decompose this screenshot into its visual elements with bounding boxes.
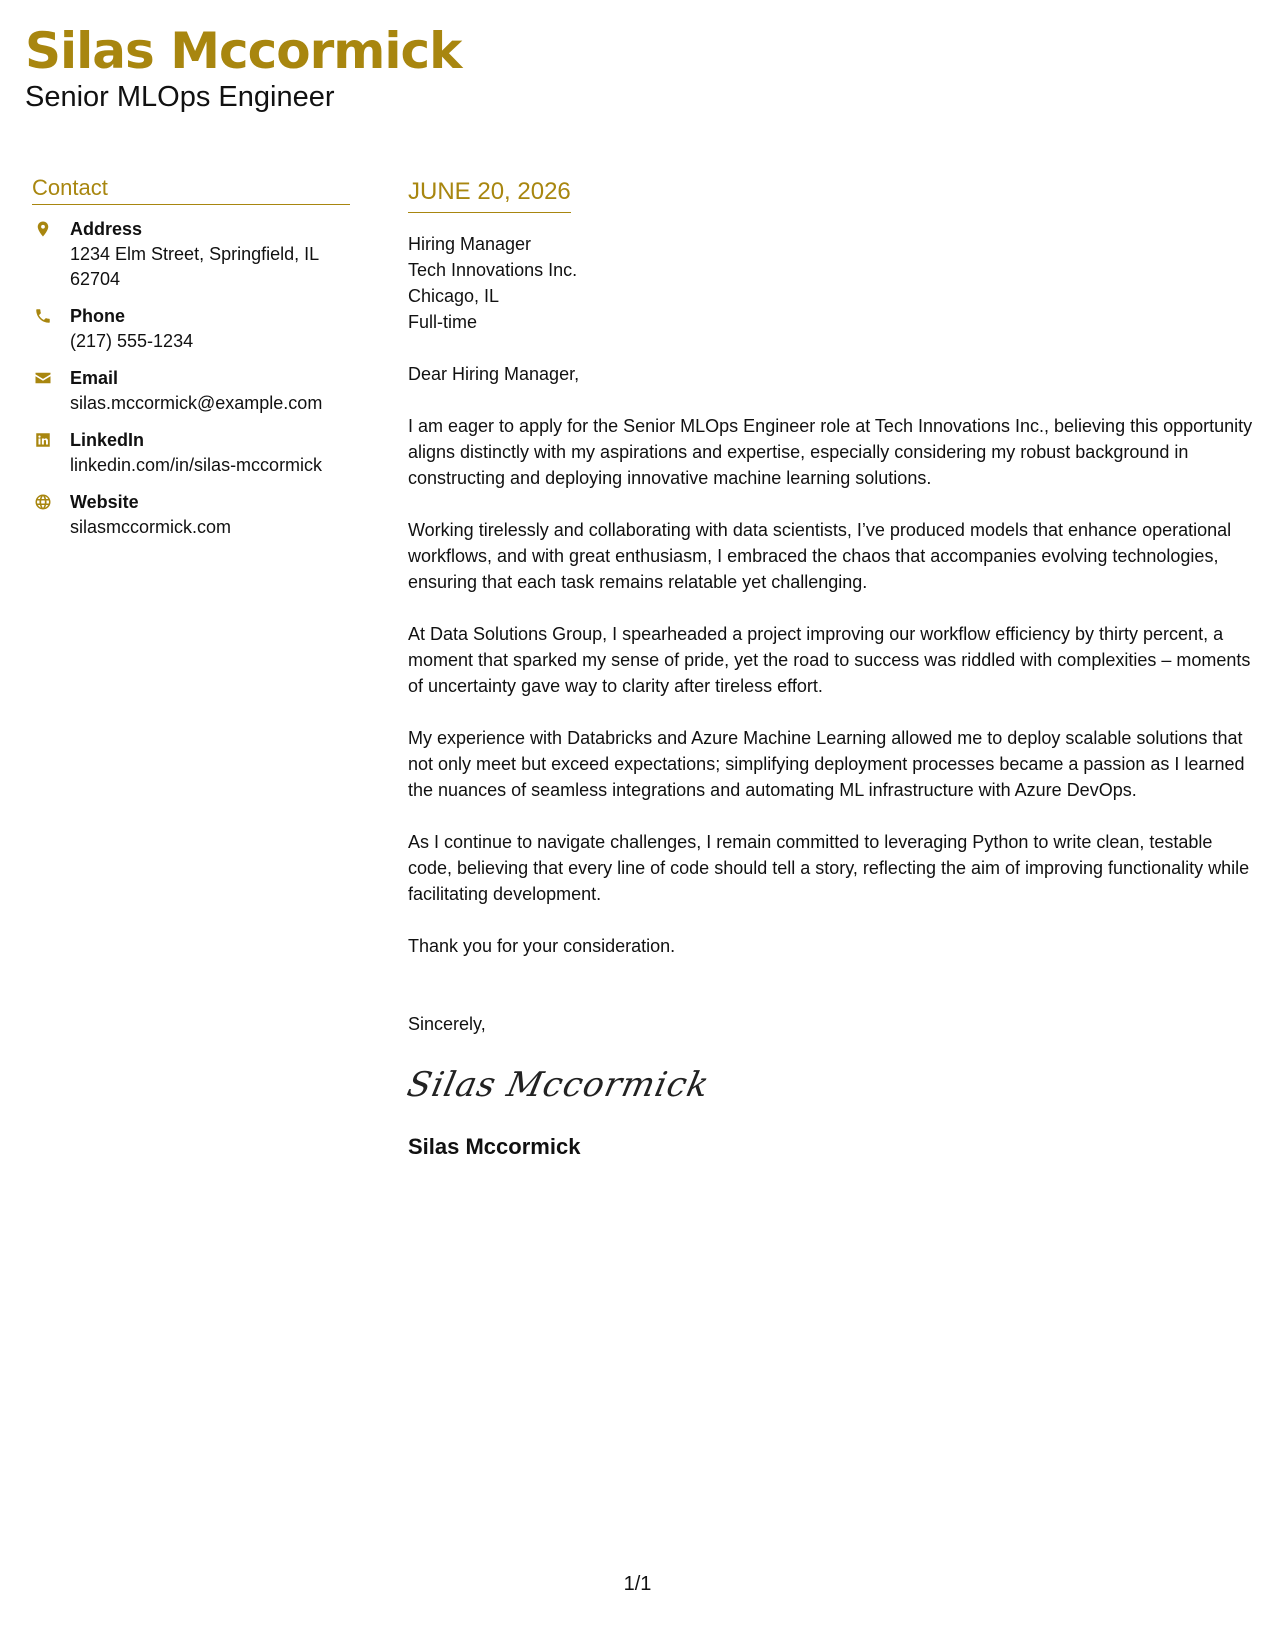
contact-item-phone xyxy=(32,304,350,354)
recipient-line: Full-time xyxy=(408,312,478,332)
candidate-name: Silas Mccormick xyxy=(25,22,462,80)
page-number: 1/1 xyxy=(623,1573,652,1595)
linkedin-link[interactable]: linkedin.com/in/silas-mccormick xyxy=(70,455,323,475)
header xyxy=(25,22,461,114)
contact-item-address xyxy=(32,217,350,292)
recipient-line: Chicago, IL xyxy=(408,286,500,306)
salutation: Dear Hiring Manager, xyxy=(408,364,580,384)
contact-label: Phone xyxy=(70,306,126,326)
recipient-block xyxy=(408,231,1253,335)
contact-label: Address xyxy=(70,219,143,239)
letter-paragraph: My experience with Databricks and Azure Machine Learning allowed me to deploy scalable solutions that not only meet but exceed expectations; simplifying deployment processes became a passion as I learned the nuances of seamless integrations and automating ML infrastructure with Azure DevOps. xyxy=(408,728,1245,800)
map-pin-icon xyxy=(32,218,54,240)
contact-item-website xyxy=(32,490,350,540)
letter-paragraph: At Data Solutions Group, I spearheaded a project improving our workflow efficiency by thirty percent, a moment that sparked my sense of pride, yet the road to success was riddled with complexities – moments of uncertainty gave way to clarity after tireless effort. xyxy=(408,624,1251,696)
contact-item-email xyxy=(32,366,350,416)
letter-body xyxy=(403,176,1253,1161)
handwritten-signature: Silas Mccormick xyxy=(403,1065,714,1105)
contact-section-title: Contact xyxy=(32,174,350,205)
closing: Sincerely, xyxy=(408,1014,486,1034)
email-link[interactable]: silas.mccormick@example.com xyxy=(70,393,323,413)
letter-paragraph: I am eager to apply for the Senior MLOps Engineer role at Tech Innovations Inc., believing this opportunity aligns distinctly with my aspirations and expertise, especially considering my robust background in constructing and deploying innovative machine learning solutions. xyxy=(408,416,1253,488)
letter-paragraph: As I continue to navigate challenges, I remain committed to leveraging Python to write clean, testable code, believing that every line of code should tell a story, reflecting the aim of improving functionality while facilitating development. xyxy=(408,832,1250,904)
recipient-line: Tech Innovations Inc. xyxy=(408,260,578,280)
linkedin-icon xyxy=(32,429,54,451)
contact-label: Website xyxy=(70,492,139,512)
website-link[interactable]: silasmccormick.com xyxy=(70,517,232,537)
contact-sidebar xyxy=(32,174,350,552)
envelope-icon xyxy=(32,367,54,389)
address-value: 1234 Elm Street, Springfield, IL 62704 xyxy=(70,244,319,289)
recipient-line: Hiring Manager xyxy=(408,234,532,254)
contact-label: Email xyxy=(70,368,119,388)
globe-icon xyxy=(32,491,54,513)
signer-name: Silas Mccormick xyxy=(408,1134,581,1159)
letter-paragraph: Thank you for your consideration. xyxy=(408,936,676,956)
contact-item-linkedin xyxy=(32,428,350,478)
letter-date: JUNE 20, 2026 xyxy=(408,176,571,213)
phone-icon xyxy=(32,305,54,327)
phone-value: (217) 555-1234 xyxy=(70,331,194,351)
letter-paragraph: Working tirelessly and collaborating with data scientists, I’ve produced models that enhance operational workflows, and with great enthusiasm, I embraced the chaos that accompanies evolving technologies, ensuring that each task remains relatable yet challenging. xyxy=(408,520,1232,592)
candidate-title: Senior MLOps Engineer xyxy=(25,81,335,113)
contact-label: LinkedIn xyxy=(70,430,145,450)
